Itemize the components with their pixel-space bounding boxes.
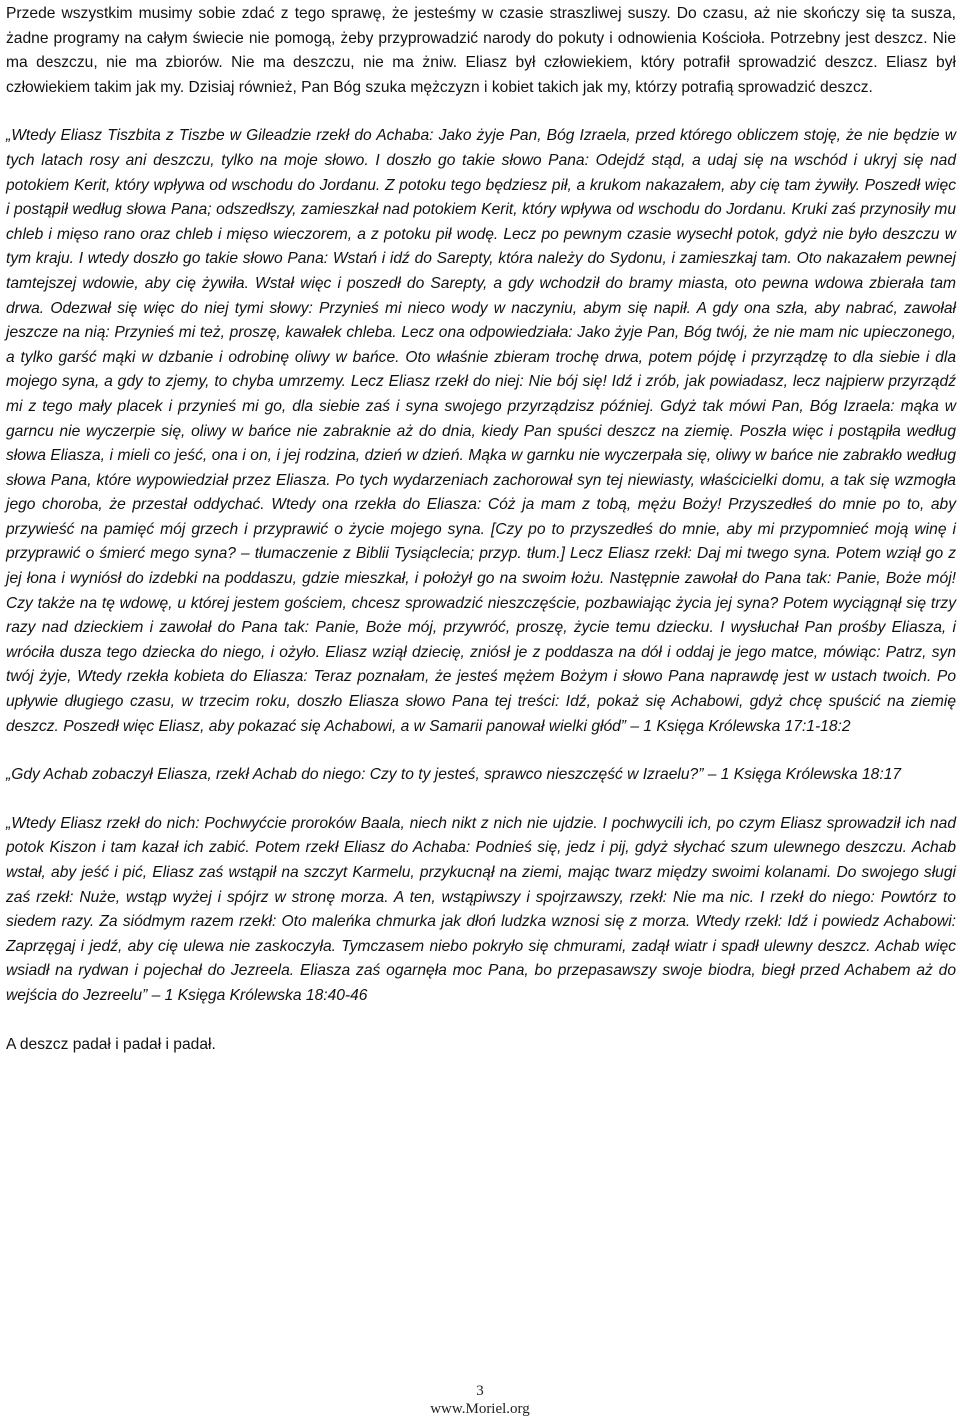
text-segment: Przede wszystkim musimy sobie zdać z tego sprawę, że jesteśmy w czasie straszliwej suszy. Do czasu, aż nie skończy się ta susza, żadne programy na całym świecie nie pomogą, żeby przyprowadzić narody do pokuty i odnowienia Kościoła. Potrzebny jest deszcz. Nie ma deszczu, nie ma zbiorów. Nie ma deszczu, nie ma żniw. Eliasz był człowiekiem, który potrafił sprowadzić deszcz. Eliasz był człowiekiem takim jak my. Dzisiaj również, Pan Bóg szuka mężczyzn i kobiet takich jak my, którzy potrafią sprowadzić deszcz.	[6, 5, 956, 96]
document-body	[6, 2, 956, 1057]
page-number: 3	[476, 1383, 484, 1399]
text-segment: „Wtedy Eliasz rzekł do nich: Pochwyćcie proroków Baala, niech nikt z nich nie ujdzie. I pochwycili ich, po czym Eliasz sprowadził ich nad potok Kiszon i tam kazał ich zabić. Potem rzekł Eliasz do Achaba: Podnieś się, jedz i pij, gdyż słychać szum ulewnego deszczu. Achab wstał, aby jeść i pić, Eliasz zaś wstąpił na szczyt Karmelu, przykucnął na ziemi, mając twarz między swoimi kolanami. Do swojego sługi zaś rzekł: Nuże, wstąp wyżej i spójrz w stronę morza. A ten, wstąpiwszy i spojrzawszy, rzekł: Nie ma nic. I rzekł do niego: Powtórz to siedem razy. Za siódmym razem rzekł: Oto maleńka chmurka jak dłoń ludzka wznosi się z morza. Wtedy rzekł: Idź i powiedz Achabowi: Zaprzęgaj i jedź, aby cię ulewa nie zaskoczyła. Tymczasem niebo pokryło się chmurami, zadął wiatr i spadł ulewny deszcz. Achab więc wsiadł na rydwan i pojechał do Jezreela. Eliasza zaś ogarnęła moc Pana, bo przepasawszy swoje biodra, biegł przed Achabem aż do wejścia do Jezreelu” – 1 Księga Królewska 18:40-46	[6, 814, 956, 1004]
text-segment: „Gdy Achab zobaczył Eliasza, rzekł Achab do niego: Czy to ty jesteś, sprawco nieszczęść w Izraelu?” – 1 Księga Królewska 18:17	[6, 766, 902, 784]
text-segment: Lecz Eliasz rzekł do niej: Nie bój się! Idź i zrób, jak powiadasz, lecz najpierw przyrządź mi z tego mały placek i przynieś mi go, dla siebie zaś i syna swojego przyrządzisz później. Gdyż tak mówi Pan, Bóg Izraela: mąka w garncu nie wyczerpie się, oliwy w bańce nie zabraknie aż do dnia, kiedy Pan spuści deszcz na ziemię. Poszła więc i postąpiła według słowa Eliasza, i mieli co jeść, ona i on, i jej rodzina, dzień w dzień. Mąka w garnku nie wyczerpała się, oliwy w bańce nie zabrakło według słowa Pana, które wypowiedział przez Eliasza. Po tych wydarzeniach zachorował syn tej niewiasty, właścicielki domu, a tak się wzmogła jego choroba, że przestał oddychać. Wtedy ona rzekła do Eliasza: Cóż ja mam z tobą, mężu Boży! Przyszedłeś do mnie po to, aby przywieść na pamięć mój grzech i przyprawić o życie mojego syna. [Czy po to przyszedłeś do mnie, aby mi przypomnieć moją winę i przyprawić o śmierć mego syna? – tłumaczenie z Biblii Tysiąclecia; przyp. tłum.] Lecz Eliasz rzekł: Daj mi twego syna. Potem wziął go z jej łona i wyniósł do izdebki na poddaszu, gdzie mieszkał, i położył go na swoim łożu. Następnie zawołał do Pana tak: Panie, Boże mój! Czy także na tę wdowę, u której jestem gościem, chcesz sprowadzić nieszczęście, pozbawiając życia jej syna? Potem wyciągnął się trzy razy nad dzieckiem i zawołał do Pana tak: Panie, Boże mój, przywróć, proszę, życie temu dziecku. I wysłuchał Pan prośby Eliasza, i wróciła dusza tego dziecka do niego, i ożyło. Eliasz wziął dziecię, zniósł je z poddasza na dół i oddaj je jego matce, mówiąc: Patrz, syn twój żyje, Wtedy rzekła kobieta do Eliasza: Teraz poznałam, że jesteś mężem Bożym i słowo Pana naprawdę jest w ustach twoich. Po upływie długiego czasu, w trzecim roku, doszło Eliasza słowo Pana tej treści: Idź, pokaż się Achabowi, gdyż chcę spuścić na ziemię deszcz. Poszedł więc Eliasz, aby pokazać się Achabowi, a w Samarii panował wielki głód” – 1 Księga Królewska 17:1-18:2	[6, 373, 956, 735]
paragraph-gap	[6, 739, 956, 763]
paragraph-3	[6, 763, 956, 788]
text-segment: „Wtedy Eliasz Tiszbita z Tiszbe w Gileadzie rzekł do Achaba: Jako żyje Pan, Bóg Izraela, przed którego obliczem stoję, że nie będzie w tych latach rosy ani deszczu, tylko na moje słowo.	[6, 127, 956, 169]
text-segment: A deszcz padał i padał i padał.	[6, 1035, 216, 1053]
paragraph-gap	[6, 100, 956, 124]
paragraph-1	[6, 2, 956, 100]
paragraph-2	[6, 124, 956, 739]
paragraph-gap	[6, 1009, 956, 1033]
website-footer: www.Moriel.org	[430, 1401, 530, 1417]
paragraph-5	[6, 1033, 956, 1058]
paragraph-gap	[6, 788, 956, 812]
paragraph-4	[6, 812, 956, 1009]
text-segment: I doszło go takie słowo Pana: Odejdź stąd, a udaj się na wschód i ukryj się nad potokiem Kerit, który wpływa od wschodu do Jordanu. Z potoku tego będziesz pił, a krukom nakazałem, aby cię tam żywiły. Poszedł więc i postąpił według słowa Pana; odszedłszy, zamieszkał nad potokiem Kerit, który wpływa od wschodu do Jordanu. Kruki zaś przynosiły mu chleb i mięso rano oraz chleb i mięso wieczorem, a z potoku pił wodę. Lecz po pewnym czasie wysechł potok, gdyż nie było deszczu w tym kraju. I wtedy doszło go takie słowo Pana: Wstań i idź do Sarepty, która należy do Sydonu, i zamieszkaj tam. Oto nakazałem pewnej tamtejszej wdowie, aby cię żywiła. Wstał więc i poszedł do Sarepty, a gdy wchodził do bramy miasta, oto pewna wdowa zbierała tam drwa. Odezwał się więc do niej tymi słowy: Przynieś mi nieco wody w naczyniu, abym się napił. A gdy ona szła, aby nabrać, zawołał jeszcze na nią: Przynieś mi też, proszę, kawałek chleba. Lecz ona odpowiedziała: Jako żyje Pan, Bóg twój, że nie mam nic upieczonego, a tylko garść mąki w dzbanie i odrobinę oliwy w bańce. Oto właśnie zbieram trochę drwa, potem pójdę i przyrządzę to dla siebie i dla mojego syna, a gdy to zjemy, to chyba umrzemy.	[6, 151, 956, 391]
